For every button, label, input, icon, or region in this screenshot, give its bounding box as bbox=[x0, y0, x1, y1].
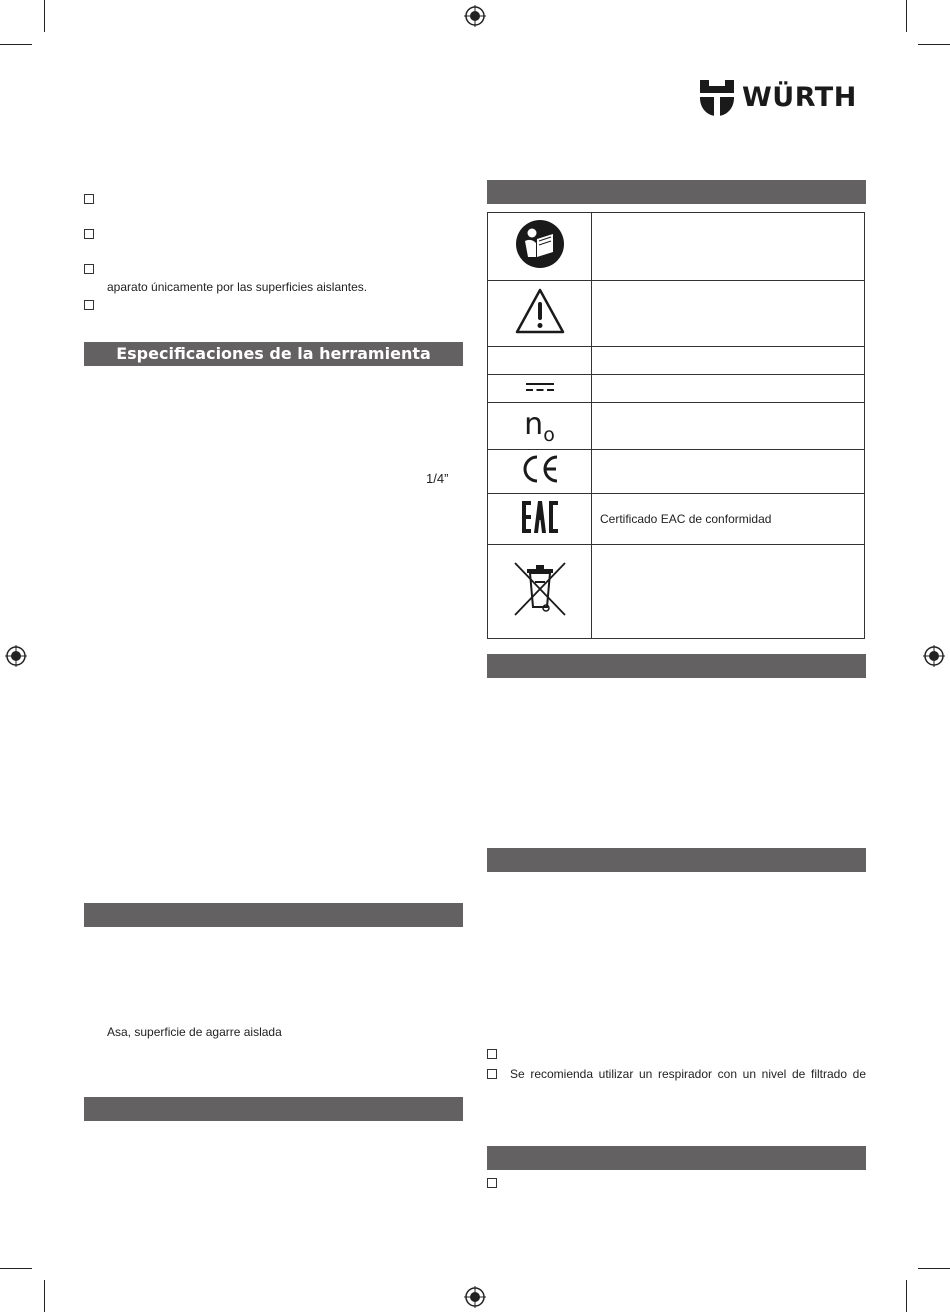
registration-mark-icon bbox=[464, 1286, 486, 1308]
section-header bbox=[84, 1097, 463, 1121]
crop-mark bbox=[44, 1280, 45, 1312]
symbol-row bbox=[488, 450, 865, 494]
wurth-emblem-icon bbox=[700, 80, 734, 116]
crop-mark bbox=[0, 44, 32, 45]
section-header-specifications: Especificaciones de la herramienta bbox=[84, 342, 463, 366]
symbol-row bbox=[488, 347, 865, 375]
crop-mark bbox=[44, 0, 45, 32]
speed-symbol: n bbox=[524, 406, 544, 442]
section-header bbox=[487, 654, 866, 678]
warning-triangle-icon bbox=[515, 288, 565, 334]
crop-mark bbox=[906, 1280, 907, 1312]
bullet-checkbox bbox=[84, 264, 94, 274]
spec-value: 1/4” bbox=[426, 471, 449, 486]
symbol-description bbox=[592, 213, 865, 281]
brand-logo bbox=[700, 80, 866, 118]
symbol-row bbox=[488, 281, 865, 347]
symbol-description bbox=[592, 450, 865, 494]
bullet-checkbox bbox=[487, 1178, 497, 1188]
direct-current-icon bbox=[525, 381, 555, 393]
symbol-description bbox=[592, 375, 865, 403]
bullet-text: aparato únicamente por las superficies aislantes. bbox=[107, 280, 368, 294]
symbol-description bbox=[592, 545, 865, 639]
crop-mark bbox=[918, 1268, 950, 1269]
symbol-description bbox=[592, 281, 865, 347]
crop-mark bbox=[0, 1268, 32, 1269]
crop-mark bbox=[906, 0, 907, 32]
bullet-checkbox bbox=[487, 1069, 497, 1079]
bullet-checkbox bbox=[487, 1049, 497, 1059]
handle-label: Asa, superficie de agarre aislada bbox=[107, 1025, 282, 1039]
symbol-description bbox=[592, 347, 865, 375]
symbols-table bbox=[487, 212, 865, 639]
bullet-checkbox bbox=[84, 300, 94, 310]
symbol-row bbox=[488, 545, 865, 639]
ce-mark-icon bbox=[519, 454, 561, 484]
symbol-row bbox=[488, 375, 865, 403]
symbol-row bbox=[488, 403, 865, 450]
registration-mark-icon bbox=[923, 645, 945, 667]
section-header bbox=[84, 903, 463, 927]
brand-name: WÜRTH bbox=[742, 82, 857, 113]
symbol-description bbox=[592, 403, 865, 450]
speed-subscript: o bbox=[543, 423, 555, 446]
bullet-checkbox bbox=[84, 229, 94, 239]
registration-mark-icon bbox=[464, 5, 486, 27]
symbol-row bbox=[488, 494, 865, 545]
symbol-description: Certificado EAC de conformidad bbox=[592, 494, 865, 545]
section-header-symbols bbox=[487, 180, 866, 204]
section-header bbox=[487, 1146, 866, 1170]
read-manual-icon bbox=[515, 219, 565, 269]
eac-mark-icon bbox=[521, 500, 559, 534]
section-header bbox=[487, 848, 866, 872]
registration-mark-icon bbox=[5, 645, 27, 667]
bullet-checkbox bbox=[84, 194, 94, 204]
crop-mark bbox=[918, 44, 950, 45]
no-load-speed-icon bbox=[524, 406, 555, 446]
respirator-text: Se recomienda utilizar un respirador con un nivel de filtrado de bbox=[510, 1067, 866, 1081]
weee-bin-icon bbox=[511, 559, 569, 619]
symbol-row bbox=[488, 213, 865, 281]
